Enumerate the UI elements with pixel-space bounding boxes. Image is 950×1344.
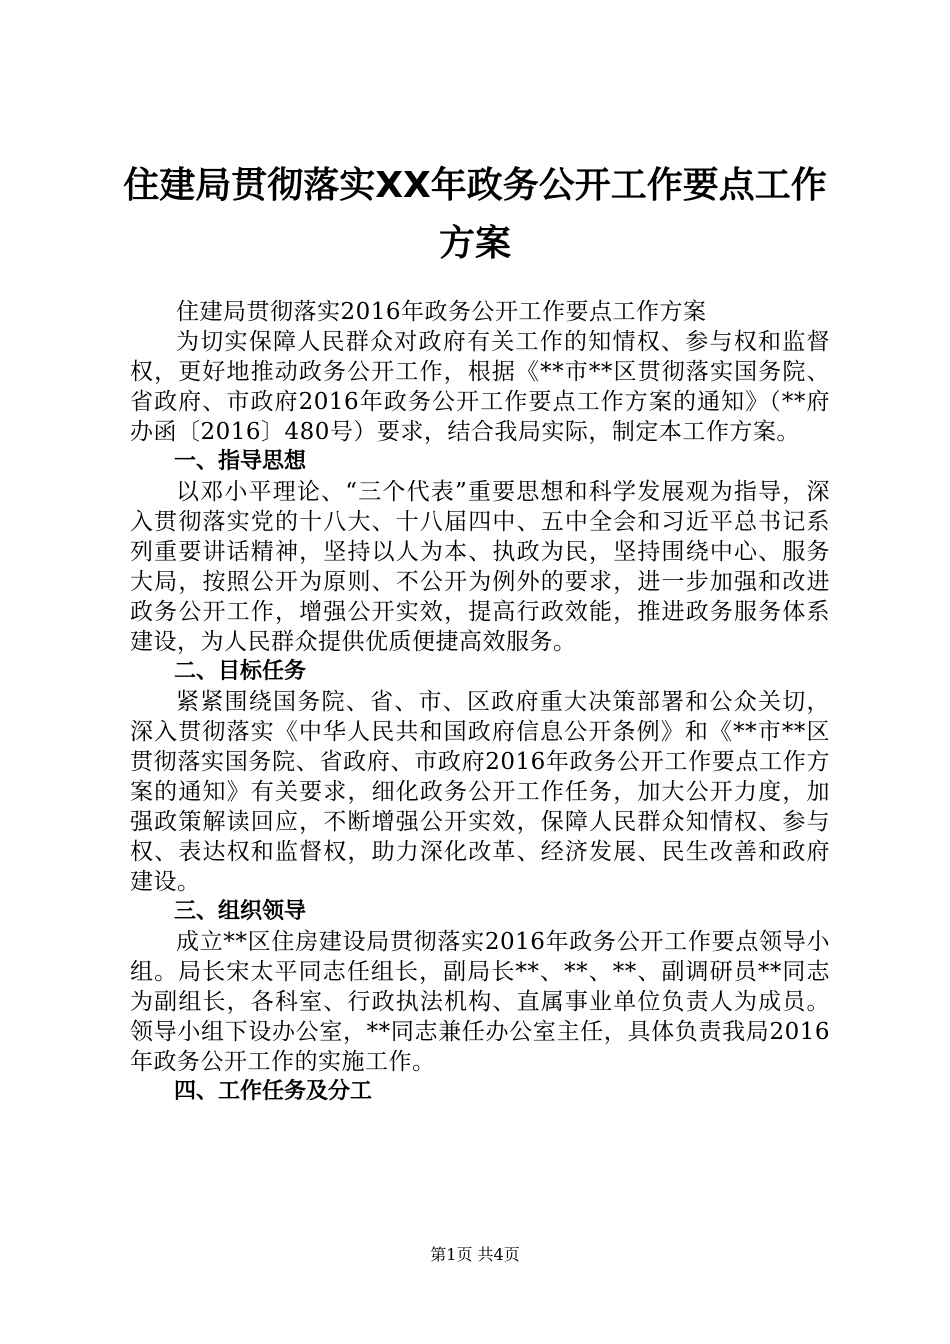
page-number-footer: 第1页 共4页 — [430, 1245, 520, 1264]
section-heading-tasks-division: 四、工作任务及分工 — [174, 1079, 373, 1104]
section-heading-organization-leadership: 三、组织领导 — [174, 899, 307, 924]
document-title-line-2: 方案 — [438, 223, 511, 264]
intro-title: 住建局贯彻落实2016年政务公开工作要点工作方案 — [176, 299, 707, 325]
intro-paragraph: 为切实保障人民群众对政府有关工作的知情权、参与权和监督权，更好地推动政务公开工作，根据《**市**区贯彻落实国务院、省政府、市政府2016年政务公开工作要点工作方案的通知》（**府办函〔2016〕480号）要求，结合我局实际，制定本工作方案。 — [130, 329, 830, 445]
document-body — [130, 297, 830, 1107]
section-heading-goals-tasks: 二、目标任务 — [174, 659, 307, 684]
section-text-organization-leadership: 成立**区住房建设局贯彻落实2016年政务公开工作要点领导小组。局长宋太平同志任组长，副局长**、**、**、副调研员**同志为副组长，各科室、行政执法机构、直属事业单位负责人为成员。领导小组下设办公室，**同志兼任办公室主任，具体负责我局2016年政务公开工作的实施工作。 — [130, 929, 830, 1075]
section-heading-guiding-ideology: 一、指导思想 — [174, 449, 307, 474]
section-text-goals-tasks: 紧紧围绕国务院、省、市、区政府重大决策部署和公众关切，深入贯彻落实《中华人民共和国政府信息公开条例》和《**市**区贯彻落实国务院、省政府、市政府2016年政务公开工作要点工作方案的通知》有关要求，细化政务公开工作任务，加大公开力度，加强政策解读回应，不断增强公开实效，保障人民群众知情权、参与权、表达权和监督权，助力深化改革、经济发展、民生改善和政府建设。 — [130, 689, 830, 895]
section-text-guiding-ideology: 以邓小平理论、“三个代表”重要思想和科学发展观为指导，深入贯彻落实党的十八大、十八届四中、五中全会和习近平总书记系列重要讲话精神，坚持以人为本、执政为民，坚持围绕中心、服务大局，按照公开为原则、不公开为例外的要求，进一步加强和改进政务公开工作，增强公开实效，提高行政效能，推进政务服务体系建设，为人民群众提供优质便捷高效服务。 — [130, 479, 830, 655]
document-title-line-1: 住建局贯彻落实XX年政务公开工作要点工作 — [123, 165, 827, 206]
